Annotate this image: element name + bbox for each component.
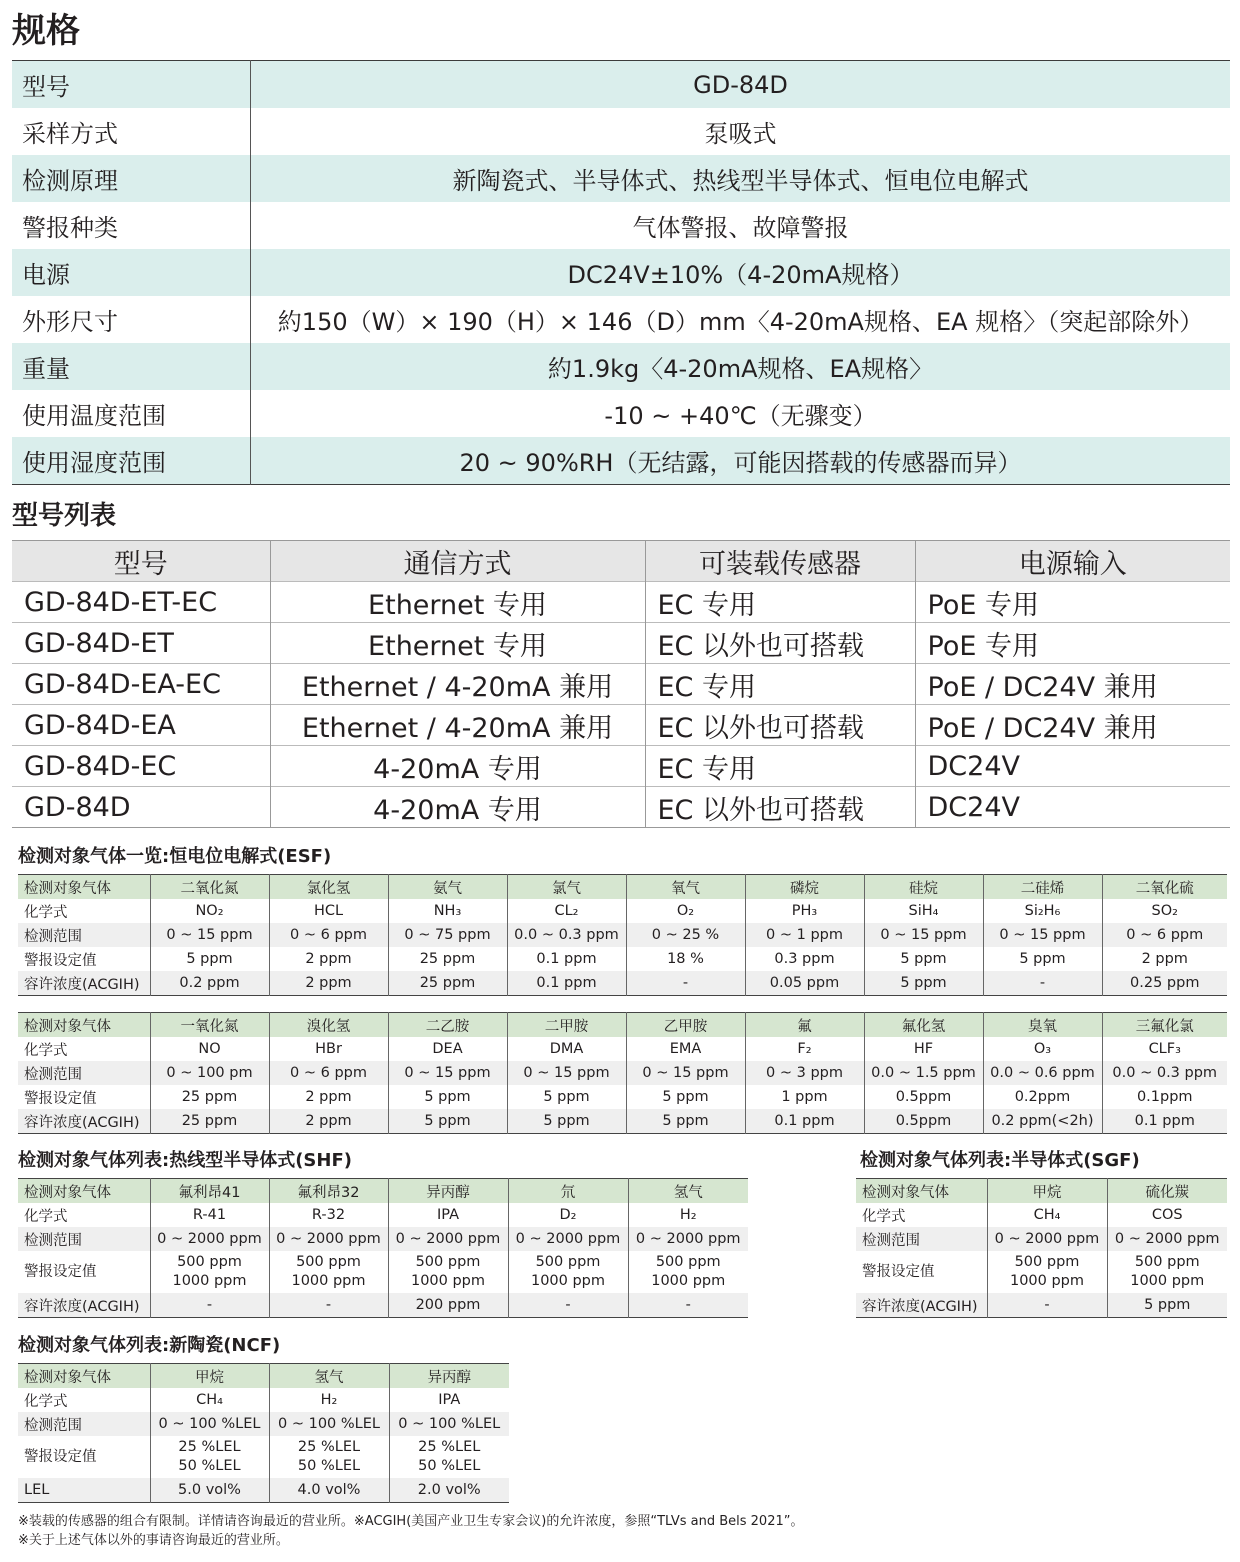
gas-cell: F₂ [745, 1037, 864, 1061]
model-cell: Ethernet 专用 [270, 582, 645, 623]
gas-cell: 0 ~ 15 ppm [507, 1061, 626, 1085]
model-header-cell: 电源输入 [915, 541, 1230, 582]
footnote-1: ※装载的传感器的组合有限制。详情请咨询最近的营业所。※ACGIH(美国产业卫生专家会议)的允许浓度，参照“TLVs and Bels 2021”。 [18, 1514, 804, 1529]
gas-cell: 0 ~ 25 % [626, 923, 745, 947]
spec-value: 泵吸式 [704, 120, 777, 148]
gas-cell: HBr [269, 1037, 388, 1061]
gas-cell: 5 ppm [864, 971, 983, 996]
gas-cell: 5 ppm [507, 1085, 626, 1109]
gas-cell: CH₄ [987, 1203, 1107, 1227]
gas-cell: 0 ~ 2000 ppm [1107, 1227, 1227, 1251]
gas-row-label: 警报设定值 [18, 947, 150, 971]
gas-cell: 0 ~ 15 ppm [864, 923, 983, 947]
gas-cell: 0.5ppm [864, 1109, 983, 1134]
gas-cell: 5 ppm [626, 1109, 745, 1134]
gas-cell: 0 ~ 6 ppm [269, 923, 388, 947]
spec-key: 警报种类 [12, 202, 251, 249]
shf-table [18, 1178, 748, 1318]
model-cell: GD-84D-EC [12, 746, 270, 787]
gas-row [18, 971, 1227, 996]
gas-row [18, 1013, 1227, 1038]
gas-cell: CH₄ [150, 1388, 269, 1412]
gas-cell: NO [150, 1037, 269, 1061]
model-row [12, 582, 1230, 623]
gas-row-label: 检测范围 [18, 1227, 150, 1251]
gas-cell: 一氧化氮 [150, 1013, 269, 1038]
model-cell: GD-84D-EA [12, 705, 270, 746]
gas-cell: 氯化氢 [269, 875, 388, 900]
gas-cell: 氟化氢 [864, 1013, 983, 1038]
gas-row [856, 1203, 1227, 1227]
gas-row [18, 1085, 1227, 1109]
gas-row-label: 容许浓度(ACGIH) [18, 971, 150, 996]
gas-cell: 0.2 ppm(<2h) [983, 1109, 1102, 1134]
gas-cell: SiH₄ [864, 899, 983, 923]
gas-cell: 0.05 ppm [745, 971, 864, 996]
gas-row [18, 1061, 1227, 1085]
gas-cell: IPA [388, 1203, 508, 1227]
gas-cell: HF [864, 1037, 983, 1061]
gas-cell: 0 ~ 75 ppm [388, 923, 507, 947]
gas-cell: 0.2 ppm [150, 971, 269, 996]
gas-cell: 0.0 ~ 1.5 ppm [864, 1061, 983, 1085]
gas-row-label: 化学式 [18, 1388, 150, 1412]
gas-cell: 臭氧 [983, 1013, 1102, 1038]
gas-cell: 氢气 [269, 1364, 389, 1389]
gas-cell: 0 ~ 6 ppm [1102, 923, 1227, 947]
gas-row-label: 检测对象气体 [18, 875, 150, 900]
gas-row [18, 923, 1227, 947]
gas-cell: - [987, 1293, 1107, 1318]
gas-cell: - [508, 1293, 628, 1318]
model-row [12, 705, 1230, 746]
gas-cell: 溴化氢 [269, 1013, 388, 1038]
gas-cell: 5 ppm [983, 947, 1102, 971]
gas-cell: 甲烷 [150, 1364, 269, 1389]
gas-cell: 0 ~ 2000 ppm [388, 1227, 508, 1251]
model-cell: PoE / DC24V 兼用 [915, 705, 1230, 746]
gas-cell: - [626, 971, 745, 996]
gas-cell: 4.0 vol% [269, 1478, 389, 1503]
spec-value: 約1.9kg〈4-20mA规格、EA规格〉 [251, 343, 1231, 390]
gas-cell: 500 ppm 1000 ppm [269, 1251, 388, 1293]
gas-cell: 25 %LEL 50 %LEL [150, 1436, 269, 1478]
gas-cell: 硫化羰 [1107, 1179, 1227, 1204]
gas-cell: 0.25 ppm [1102, 971, 1227, 996]
gas-cell: - [269, 1293, 388, 1318]
gas-cell: COS [1151, 1207, 1183, 1223]
model-list-table [12, 540, 1230, 828]
gas-cell: EMA [626, 1037, 745, 1061]
gas-cell: - [983, 971, 1102, 996]
gas-cell: 500 ppm 1000 ppm [1130, 1254, 1205, 1289]
gas-row-label: 容许浓度(ACGIH) [18, 1293, 150, 1318]
gas-row [18, 1478, 509, 1503]
spec-key: 电源 [12, 249, 251, 296]
gas-cell: HCL [269, 899, 388, 923]
model-row [12, 746, 1230, 787]
gas-row [856, 1227, 1227, 1251]
model-cell: GD-84D [12, 787, 270, 828]
gas-cell: 500 ppm 1000 ppm [388, 1251, 508, 1293]
gas-cell: 三氟化氯 [1102, 1013, 1227, 1038]
gas-row-label: 化学式 [18, 1203, 150, 1227]
model-cell: Ethernet / 4-20mA 兼用 [270, 664, 645, 705]
gas-row [856, 1251, 1227, 1293]
gas-cell: 氢气 [628, 1179, 748, 1204]
gas-cell: 二甲胺 [507, 1013, 626, 1038]
gas-cell: 异丙醇 [388, 1179, 508, 1204]
gas-cell: 氟利昂32 [269, 1179, 388, 1204]
model-cell: Ethernet 专用 [270, 623, 645, 664]
gas-cell: CLF₃ [1148, 1041, 1181, 1057]
gas-cell: 0.0 ~ 0.3 ppm [507, 923, 626, 947]
gas-cell: 18 % [626, 947, 745, 971]
gas-row-label: 容许浓度(ACGIH) [18, 1109, 150, 1134]
gas-row [18, 1293, 748, 1318]
model-cell: Ethernet / 4-20mA 兼用 [270, 705, 645, 746]
sgf-table [856, 1178, 1227, 1318]
spec-row [12, 296, 1230, 343]
gas-cell: IPA [438, 1392, 461, 1408]
esf-table-1 [18, 874, 1227, 996]
gas-cell: 氘 [508, 1179, 628, 1204]
shf-title: 检测对象气体列表:热线型半导体式(SHF) [18, 1150, 352, 1171]
model-row [12, 787, 1230, 828]
gas-cell: 二乙胺 [388, 1013, 507, 1038]
model-cell: 4-20mA 专用 [270, 746, 645, 787]
model-cell: DC24V [915, 787, 1230, 828]
gas-cell: 5 ppm [388, 1109, 507, 1134]
gas-cell: 氧气 [626, 875, 745, 900]
spec-row [12, 437, 1230, 485]
gas-row [18, 1412, 509, 1436]
gas-cell: 0 ~ 6 ppm [269, 1061, 388, 1085]
gas-cell: 0 ~ 15 ppm [150, 923, 269, 947]
model-header-cell: 通信方式 [270, 541, 645, 582]
spec-key: 型号 [12, 61, 251, 109]
sgf-title: 检测对象气体列表:半导体式(SGF) [860, 1150, 1140, 1171]
spec-row [12, 61, 1230, 109]
gas-cell: 5 ppm [1107, 1293, 1227, 1318]
model-list-title: 型号列表 [12, 501, 117, 531]
gas-row-label: 化学式 [18, 899, 150, 923]
gas-row [18, 947, 1227, 971]
gas-cell: O₂ [626, 899, 745, 923]
spec-row [12, 343, 1230, 390]
gas-row-label: LEL [18, 1478, 150, 1503]
model-cell: EC 以外也可搭载 [645, 705, 915, 746]
gas-row-label: 警报设定值 [18, 1436, 150, 1478]
gas-row [18, 1251, 748, 1293]
gas-cell: 500 ppm 1000 ppm [150, 1251, 269, 1293]
gas-cell: 0 ~ 2000 ppm [508, 1227, 628, 1251]
gas-cell: H₂ [269, 1388, 389, 1412]
gas-cell: 二氧化氮 [150, 875, 269, 900]
gas-cell: 5 ppm [388, 1085, 507, 1109]
gas-cell: 5 ppm [150, 947, 269, 971]
gas-cell: R-32 [269, 1203, 388, 1227]
gas-cell: 0.0 ~ 0.6 ppm [983, 1061, 1102, 1085]
gas-cell: 2 ppm [1141, 951, 1188, 967]
gas-cell: - [150, 1293, 269, 1318]
gas-cell: CL₂ [507, 899, 626, 923]
gas-cell: 0 ~ 100 %LEL [150, 1412, 269, 1436]
gas-row [18, 1227, 748, 1251]
spec-title: 规格 [12, 11, 80, 51]
gas-cell: 氟利昂41 [150, 1179, 269, 1204]
gas-row-label: 检测对象气体 [18, 1013, 150, 1038]
spec-value: DC24V±10%（4-20mA规格） [251, 249, 1231, 296]
model-row [12, 623, 1230, 664]
gas-cell: 0 ~ 2000 ppm [269, 1227, 388, 1251]
gas-cell: 乙甲胺 [626, 1013, 745, 1038]
gas-row-label: 警报设定值 [856, 1251, 987, 1293]
gas-cell: 氟 [745, 1013, 864, 1038]
gas-cell: 5.0 vol% [150, 1478, 269, 1503]
spec-key: 外形尺寸 [12, 296, 251, 343]
gas-cell: 氯气 [507, 875, 626, 900]
model-cell: EC 以外也可搭载 [645, 787, 915, 828]
gas-row-label: 容许浓度(ACGIH) [856, 1293, 987, 1318]
gas-row-label: 警报设定值 [18, 1085, 150, 1109]
gas-row-label: 检测范围 [18, 1412, 150, 1436]
gas-row [18, 1179, 748, 1204]
gas-row [18, 875, 1227, 900]
gas-cell: 0.1 ppm [745, 1109, 864, 1134]
gas-cell: 25 ppm [150, 1085, 269, 1109]
model-cell: EC 专用 [645, 746, 915, 787]
gas-cell: 0.3 ppm [745, 947, 864, 971]
model-cell: 4-20mA 专用 [270, 787, 645, 828]
gas-cell: 二硅烯 [983, 875, 1102, 900]
spec-key: 重量 [12, 343, 251, 390]
gas-row [856, 1293, 1227, 1318]
model-cell: GD-84D-ET-EC [12, 582, 270, 623]
gas-cell: D₂ [508, 1203, 628, 1227]
gas-cell: 0.0 ~ 0.3 ppm [1102, 1061, 1227, 1085]
spec-value: 約150（W）× 190（H）× 146（D）mm〈4-20mA规格、EA 规格〉（突起部除外） [277, 308, 1204, 336]
gas-cell: - [628, 1293, 748, 1318]
gas-cell: 0 ~ 2000 ppm [150, 1227, 269, 1251]
gas-cell: 500 ppm 1000 ppm [651, 1254, 726, 1289]
spec-row [12, 202, 1230, 249]
gas-row [18, 1109, 1227, 1134]
gas-cell: 2 ppm [269, 971, 388, 996]
gas-cell: DMA [507, 1037, 626, 1061]
gas-cell: 0.1 ppm [1102, 1109, 1227, 1134]
gas-row [856, 1179, 1227, 1204]
model-cell: GD-84D-ET [12, 623, 270, 664]
gas-row [18, 1436, 509, 1478]
gas-cell: 异丙醇 [389, 1364, 509, 1389]
spec-value: -10 ~ +40℃（无骤变） [604, 402, 877, 430]
ncf-table [18, 1363, 509, 1503]
gas-cell: 25 %LEL 50 %LEL [418, 1439, 481, 1474]
gas-cell: 2 ppm [269, 947, 388, 971]
gas-cell: NH₃ [388, 899, 507, 923]
gas-cell: 0 ~ 3 ppm [745, 1061, 864, 1085]
spec-key: 使用温度范围 [12, 390, 251, 437]
gas-cell: 磷烷 [745, 875, 864, 900]
gas-row [18, 1203, 748, 1227]
gas-cell: 2.0 vol% [389, 1478, 509, 1503]
esf-title: 检测对象气体一览:恒电位电解式(ESF) [18, 846, 332, 867]
gas-cell: 500 ppm 1000 ppm [508, 1251, 628, 1293]
gas-cell: 甲烷 [987, 1179, 1107, 1204]
gas-row-label: 检测对象气体 [18, 1364, 150, 1389]
spec-value: 气体警报、故障警报 [632, 214, 849, 242]
gas-cell: 硅烷 [864, 875, 983, 900]
spec-row [12, 108, 1230, 155]
spec-key: 检测原理 [12, 155, 251, 202]
gas-row-label: 检测范围 [856, 1227, 987, 1251]
gas-row [18, 1388, 509, 1412]
gas-cell: 0.1ppm [1136, 1089, 1193, 1105]
gas-cell: 0 ~ 15 ppm [626, 1061, 745, 1085]
footnote-2: ※关于上述气体以外的事请咨询最近的营业所。 [18, 1533, 289, 1548]
gas-cell: 0.1 ppm [507, 971, 626, 996]
gas-cell: Si₂H₆ [983, 899, 1102, 923]
model-header-cell: 型号 [12, 541, 270, 582]
gas-row-label: 检测对象气体 [18, 1179, 150, 1204]
gas-cell: NO₂ [150, 899, 269, 923]
gas-cell: PH₃ [745, 899, 864, 923]
gas-cell: 5 ppm [626, 1085, 745, 1109]
gas-cell: 25 %LEL 50 %LEL [269, 1436, 389, 1478]
spec-key: 使用湿度范围 [12, 437, 251, 485]
gas-cell: 2 ppm [269, 1109, 388, 1134]
gas-cell: 2 ppm [269, 1085, 388, 1109]
gas-cell: O₃ [983, 1037, 1102, 1061]
model-cell: EC 专用 [645, 664, 915, 705]
gas-row-label: 检测范围 [18, 923, 150, 947]
gas-row-label: 化学式 [856, 1203, 987, 1227]
gas-cell: 0 ~ 1 ppm [745, 923, 864, 947]
model-cell: PoE 专用 [915, 623, 1230, 664]
gas-cell: DEA [388, 1037, 507, 1061]
gas-cell: 0 ~ 2000 ppm [987, 1227, 1107, 1251]
model-cell: PoE 专用 [915, 582, 1230, 623]
gas-row [18, 899, 1227, 923]
gas-cell: 氨气 [388, 875, 507, 900]
spec-value: GD-84D [251, 61, 1231, 109]
gas-cell: 25 ppm [388, 971, 507, 996]
gas-row-label: 检测对象气体 [856, 1179, 987, 1204]
spec-row [12, 155, 1230, 202]
gas-row-label: 化学式 [18, 1037, 150, 1061]
gas-cell: SO₂ [1151, 903, 1178, 919]
ncf-title: 检测对象气体列表:新陶瓷(NCF) [18, 1335, 281, 1356]
gas-cell: 25 ppm [388, 947, 507, 971]
model-cell: EC 以外也可搭载 [645, 623, 915, 664]
gas-row [18, 1364, 509, 1389]
model-cell: EC 专用 [645, 582, 915, 623]
gas-row-label: 警报设定值 [18, 1251, 150, 1293]
gas-cell: 1 ppm [745, 1085, 864, 1109]
gas-cell: 0 ~ 100 %LEL [389, 1412, 509, 1436]
gas-cell: 0.2ppm [983, 1085, 1102, 1109]
gas-cell: 0 ~ 2000 ppm [628, 1227, 748, 1251]
gas-cell: 0 ~ 100 %LEL [269, 1412, 389, 1436]
spec-table [12, 60, 1230, 485]
gas-cell: 25 ppm [150, 1109, 269, 1134]
gas-cell: 5 ppm [507, 1109, 626, 1134]
gas-cell: H₂ [679, 1207, 697, 1223]
gas-cell: 0 ~ 100 pm [150, 1061, 269, 1085]
gas-cell: R-41 [150, 1203, 269, 1227]
model-cell: DC24V [915, 746, 1230, 787]
model-row [12, 664, 1230, 705]
gas-row [18, 1037, 1227, 1061]
gas-cell: 0 ~ 15 ppm [983, 923, 1102, 947]
spec-value: 20 ~ 90%RH（无结露，可能因搭载的传感器而异） [251, 437, 1231, 485]
gas-cell: 200 ppm [388, 1293, 508, 1318]
esf-table-2 [18, 1012, 1227, 1134]
spec-row [12, 390, 1230, 437]
gas-cell: 0.1 ppm [507, 947, 626, 971]
gas-row-label: 检测范围 [18, 1061, 150, 1085]
gas-cell: 500 ppm 1000 ppm [987, 1251, 1107, 1293]
spec-key: 采样方式 [12, 108, 251, 155]
model-header-row [12, 541, 1230, 582]
gas-cell: 5 ppm [864, 947, 983, 971]
model-cell: GD-84D-EA-EC [12, 664, 270, 705]
spec-row [12, 249, 1230, 296]
gas-cell: 0 ~ 15 ppm [388, 1061, 507, 1085]
spec-value: 新陶瓷式、半导体式、热线型半导体式、恒电位电解式 [251, 155, 1231, 202]
gas-cell: 二氧化硫 [1102, 875, 1227, 900]
gas-cell: 0.5ppm [864, 1085, 983, 1109]
model-cell: PoE / DC24V 兼用 [915, 664, 1230, 705]
model-header-cell: 可装载传感器 [645, 541, 915, 582]
